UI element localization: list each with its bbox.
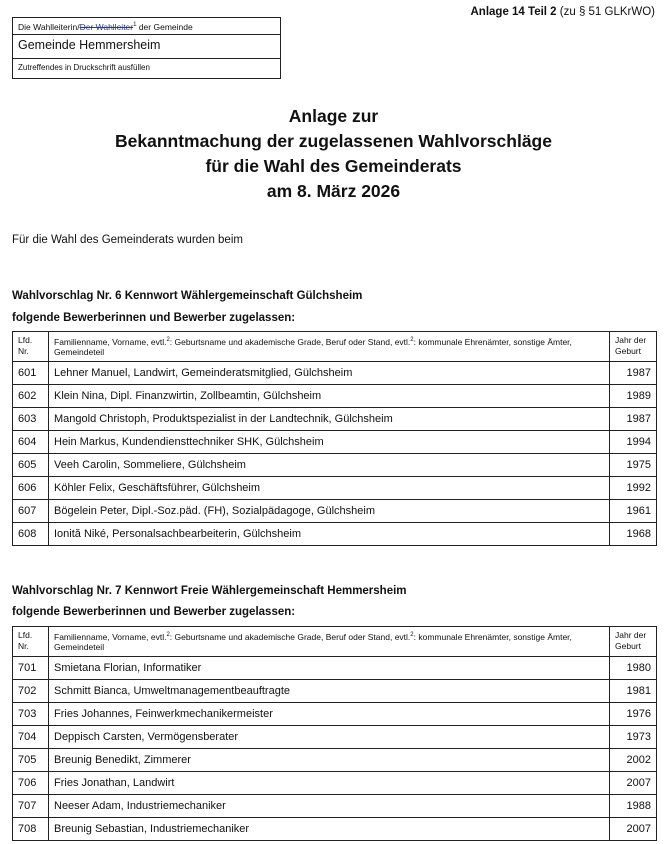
title-line-1: Anlage zur [288, 106, 379, 126]
cell-name: Lehner Manuel, Landwirt, Gemeinderatsmitglied, Gülchsheim [49, 362, 610, 385]
col-name-sup: 2 [410, 632, 414, 638]
cell-nr: 602 [13, 385, 49, 408]
cell-year: 2007 [610, 772, 657, 795]
cell-nr: 702 [13, 680, 49, 703]
authority-line [13, 18, 280, 35]
authority-pre: Die Wahlleiterin/ [18, 22, 80, 32]
proposal-subheading: folgende Bewerberinnen und Bewerber zugelassen: [12, 312, 296, 324]
page-title [0, 104, 667, 204]
table-row [13, 454, 657, 477]
cell-year: 1961 [610, 500, 657, 523]
cell-name: Smietana Florian, Informatiker [49, 657, 610, 680]
table-row [13, 749, 657, 772]
municipality-field: Gemeinde Hemmersheim [13, 35, 280, 59]
cell-nr: 701 [13, 657, 49, 680]
col-name [49, 332, 610, 362]
cell-name: Bögelein Peter, Dipl.-Soz.päd. (FH), Sozialpädagoge, Gülchsheim [49, 500, 610, 523]
annex-rest: (zu § 51 GLKrWO) [556, 6, 655, 18]
table-row [13, 431, 657, 454]
col-name-sup: 2 [410, 337, 414, 343]
annex-bold: Anlage 14 Teil 2 [470, 6, 557, 18]
proposal-heading: Wahlvorschlag Nr. 7 Kennwort Freie Wählergemeinschaft Hemmersheim [12, 585, 407, 597]
struck-text: Der Wahlleiter [79, 22, 134, 32]
cell-name: Klein Nina, Dipl. Finanzwirtin, Zollbeamtin, Gülchsheim [49, 385, 610, 408]
proposal-heading: Wahlvorschlag Nr. 6 Kennwort Wählergemeinschaft Gülchsheim [12, 290, 363, 302]
cell-nr: 601 [13, 362, 49, 385]
col-name-a: Familienname, Vorname, evtl. [54, 336, 167, 347]
cell-name: Deppisch Carsten, Vermögensberater [49, 726, 610, 749]
table-row [13, 680, 657, 703]
cell-nr: 608 [13, 523, 49, 546]
cell-nr: 604 [13, 431, 49, 454]
cell-nr: 708 [13, 818, 49, 841]
intro-text: Für die Wahl des Gemeinderats wurden beim [12, 234, 243, 246]
cell-name: Schmitt Bianca, Umweltmanagementbeauftragte [49, 680, 610, 703]
table-row [13, 523, 657, 546]
col-name [49, 627, 610, 657]
cell-year: 1988 [610, 795, 657, 818]
cell-nr: 705 [13, 749, 49, 772]
cell-year: 1989 [610, 385, 657, 408]
table-row [13, 703, 657, 726]
col-name-sup: 2 [166, 337, 170, 343]
authority-post: der Gemeinde [136, 22, 193, 32]
table-row [13, 726, 657, 749]
cell-name: Breunig Benedikt, Zimmerer [49, 749, 610, 772]
title-line-3: für die Wahl des Gemeinderats [205, 156, 462, 176]
cell-nr: 706 [13, 772, 49, 795]
cell-year: 1975 [610, 454, 657, 477]
authority-box [12, 17, 281, 79]
table-row [13, 772, 657, 795]
title-line-2: Bekanntmachung der zugelassenen Wahlvorschläge [115, 131, 552, 151]
col-name-b: : Geburtsname und akademische Grade, Beruf oder Stand, evtl. [169, 336, 411, 347]
col-name-c: : kommunale Ehrenämter, sonstige Ämter, Gemeindeteil [54, 631, 572, 653]
cell-name: Köhler Felix, Geschäftsführer, Gülchsheim [49, 477, 610, 500]
cell-year: 1968 [610, 523, 657, 546]
fill-note: Zutreffendes in Druckschrift ausfüllen [18, 63, 150, 72]
cell-nr: 606 [13, 477, 49, 500]
table-row [13, 408, 657, 431]
col-year: Jahr der Geburt [610, 627, 657, 657]
proposal-subheading: folgende Bewerberinnen und Bewerber zugelassen: [12, 606, 296, 618]
cell-year: 2007 [610, 818, 657, 841]
col-name-a: Familienname, Vorname, evtl. [54, 631, 167, 642]
cell-year: 1994 [610, 431, 657, 454]
cell-year: 1987 [610, 362, 657, 385]
cell-year: 1992 [610, 477, 657, 500]
col-nr: Lfd. Nr. [13, 332, 49, 362]
table-row [13, 500, 657, 523]
candidate-table [12, 331, 657, 546]
cell-nr: 603 [13, 408, 49, 431]
cell-year: 2002 [610, 749, 657, 772]
cell-name: Mangold Christoph, Produktspezialist in der Landtechnik, Gülchsheim [49, 408, 610, 431]
col-name-c: : kommunale Ehrenämter, sonstige Ämter, Gemeindeteil [54, 336, 572, 358]
cell-name: Ionită Niké, Personalsachbearbeiterin, Gülchsheim [49, 523, 610, 546]
cell-nr: 707 [13, 795, 49, 818]
cell-year: 1980 [610, 657, 657, 680]
candidate-table [12, 626, 657, 841]
annex-label [471, 6, 656, 18]
table-row [13, 385, 657, 408]
table-row [13, 362, 657, 385]
cell-name: Fries Jonathan, Landwirt [49, 772, 610, 795]
col-year: Jahr der Geburt [610, 332, 657, 362]
col-name-b: : Geburtsname und akademische Grade, Beruf oder Stand, evtl. [169, 631, 411, 642]
table-header [13, 627, 657, 657]
cell-year: 1976 [610, 703, 657, 726]
cell-name: Fries Johannes, Feinwerkmechanikermeister [49, 703, 610, 726]
table-header [13, 332, 657, 362]
cell-nr: 605 [13, 454, 49, 477]
footnote-mark: 1 [133, 22, 137, 29]
cell-name: Neeser Adam, Industriemechaniker [49, 795, 610, 818]
cell-year: 1973 [610, 726, 657, 749]
table-row [13, 795, 657, 818]
cell-nr: 704 [13, 726, 49, 749]
cell-year: 1987 [610, 408, 657, 431]
col-nr: Lfd. Nr. [13, 627, 49, 657]
col-name-sup: 2 [166, 632, 170, 638]
table-row [13, 818, 657, 841]
cell-name: Veeh Carolin, Sommeliere, Gülchsheim [49, 454, 610, 477]
table-row [13, 657, 657, 680]
cell-nr: 703 [13, 703, 49, 726]
title-line-4: am 8. März 2026 [266, 181, 401, 201]
cell-nr: 607 [13, 500, 49, 523]
cell-name: Hein Markus, Kundendiensttechniker SHK, Gülchsheim [49, 431, 610, 454]
cell-year: 1981 [610, 680, 657, 703]
table-row [13, 477, 657, 500]
cell-name: Breunig Sebastian, Industriemechaniker [49, 818, 610, 841]
